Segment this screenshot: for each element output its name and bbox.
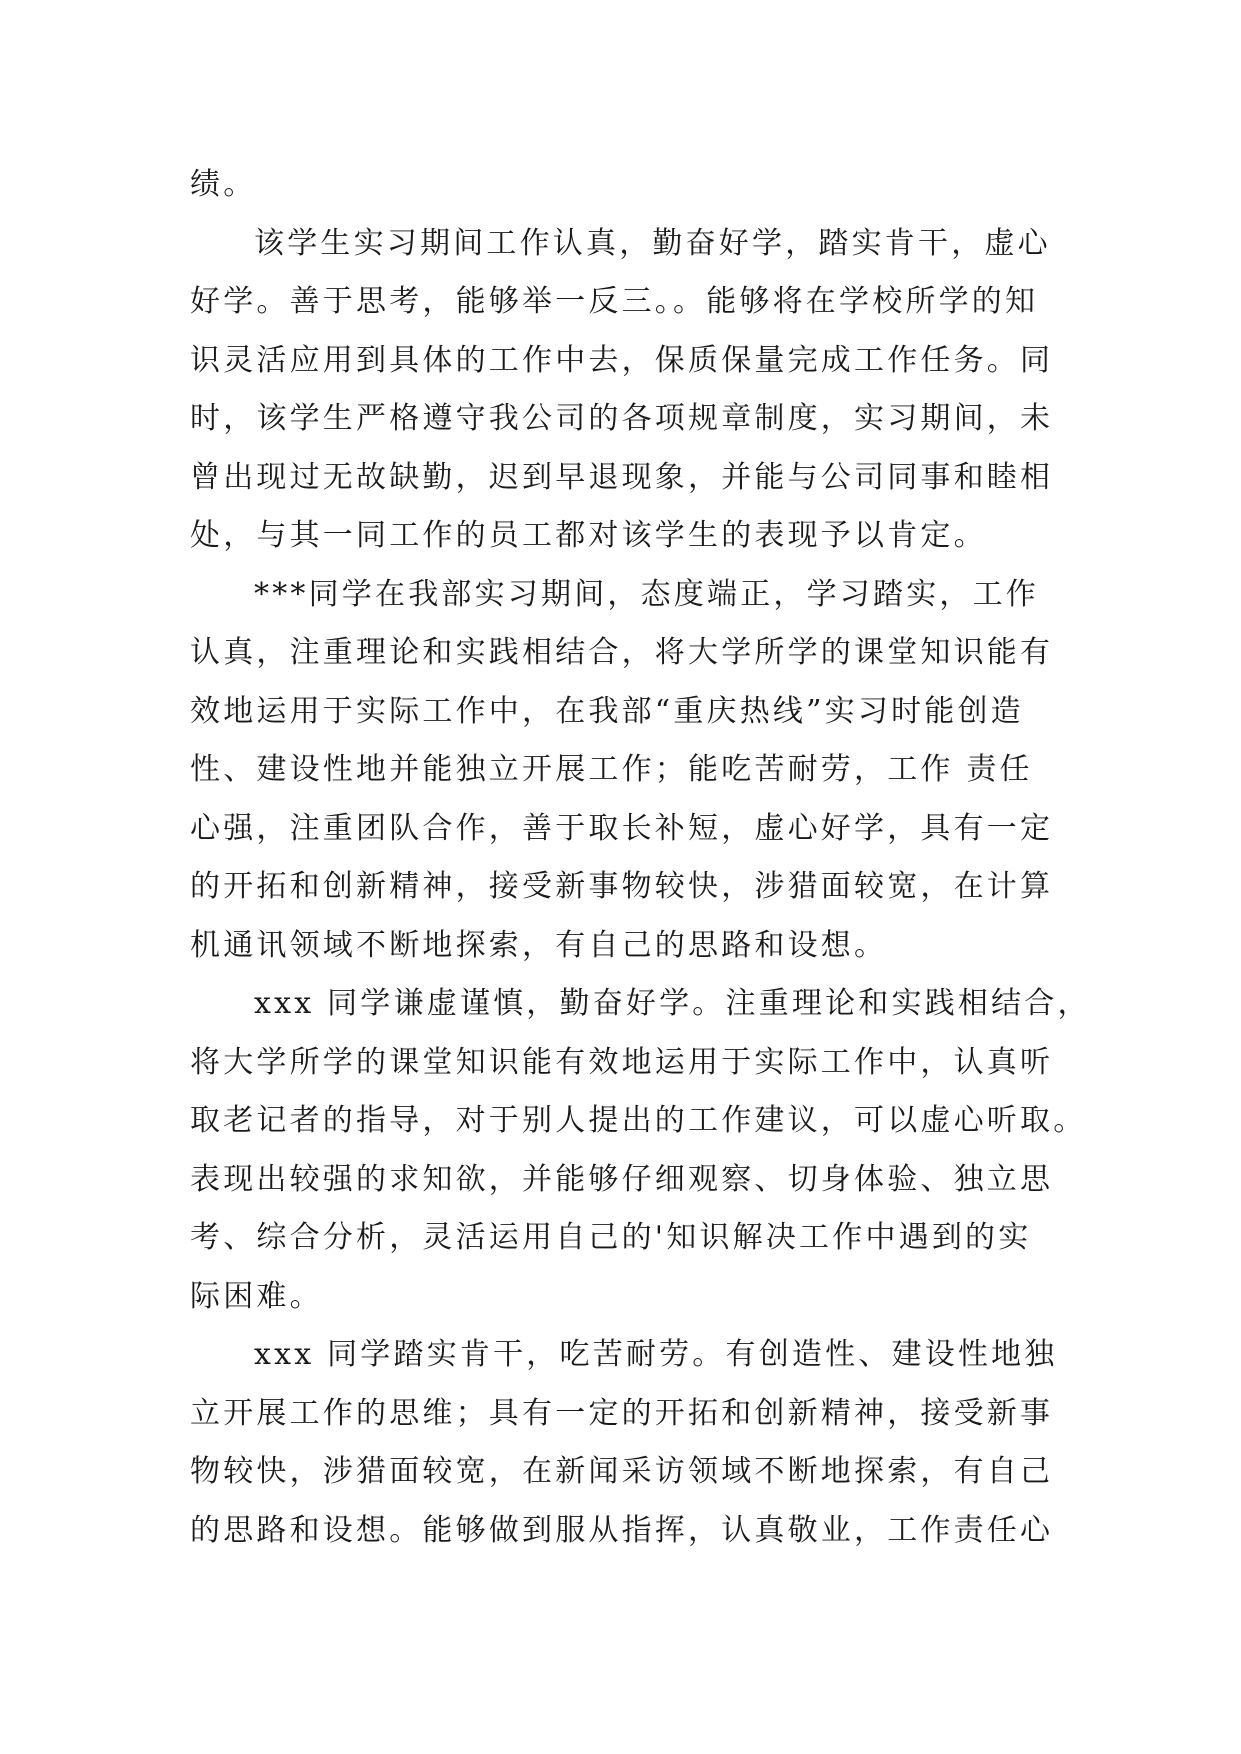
text-line: 机通讯领域不断地探索，有自己的思路和设想。 bbox=[190, 927, 888, 963]
paragraph-start-line: xxx 同学踏实肯干，吃苦耐劳。有创造性、建设性地独 bbox=[254, 1337, 1058, 1372]
paragraph-start-line: ***同学在我部实习期间，态度端正，学习踏实，工作 bbox=[254, 576, 1039, 612]
text-line: 的思路和设想。能够做到服从指挥，认真敬业，工作责任心 bbox=[190, 1512, 1054, 1548]
text-line: 考、综合分析，灵活运用自己的'知识解决工作中遇到的实 bbox=[190, 1220, 1032, 1255]
text-line: 认真，注重理论和实践相结合，将大学所学的课堂知识能有 bbox=[190, 635, 1054, 670]
text-line: 识灵活应用到具体的工作中去，保质保量完成工作任务。同 bbox=[190, 342, 1054, 378]
text-line: 物较快，涉猎面较宽，在新闻采访领域不断地探索，有自己 bbox=[190, 1454, 1054, 1489]
document-body bbox=[190, 156, 1091, 1560]
text-line: 取老记者的指导，对于别人提出的工作建议，可以虚心听取。 bbox=[190, 1103, 1087, 1138]
text-line: 表现出较强的求知欲，并能够仔细观察、切身体验、独立思 bbox=[190, 1161, 1054, 1197]
text-line: 曾出现过无故缺勤，迟到早退现象，并能与公司同事和睦相 bbox=[190, 459, 1054, 495]
text-line: 立开展工作的思维；具有一定的开拓和创新精神，接受新事 bbox=[190, 1395, 1054, 1431]
text-line: 心强，注重团队合作，善于取长补短，虚心好学，具有一定 bbox=[190, 810, 1054, 846]
text-line: 将大学所学的课堂知识能有效地运用于实际工作中，认真听 bbox=[190, 1044, 1054, 1080]
text-line: 时，该学生严格遵守我公司的各项规章制度，实习期间，未 bbox=[190, 401, 1054, 436]
text-line: 好学。善于思考，能够举一反三。。能够将在学校所学的知 bbox=[190, 284, 1039, 319]
paragraph-start-line: 该学生实习期间工作认真，勤奋好学，踏实肯干，虚心 bbox=[254, 225, 1051, 261]
text-line: 性、建设性地并能独立开展工作；能吃苦耐劳，工作 责任 bbox=[190, 752, 1033, 787]
text-line: 际困难。 bbox=[190, 1278, 323, 1314]
paragraph-start-line: xxx 同学谦虚谨慎，勤奋好学。注重理论和实践相结合， bbox=[254, 986, 1091, 1021]
text-line: 效地运用于实际工作中，在我部“重庆热线”实习时能创造 bbox=[190, 693, 1024, 729]
text-line: 绩。 bbox=[190, 167, 257, 202]
text-line: 的开拓和创新精神，接受新事物较快，涉猎面较宽，在计算 bbox=[190, 869, 1054, 904]
text-line: 处，与其一同工作的员工都对该学生的表现予以肯定。 bbox=[190, 518, 987, 553]
